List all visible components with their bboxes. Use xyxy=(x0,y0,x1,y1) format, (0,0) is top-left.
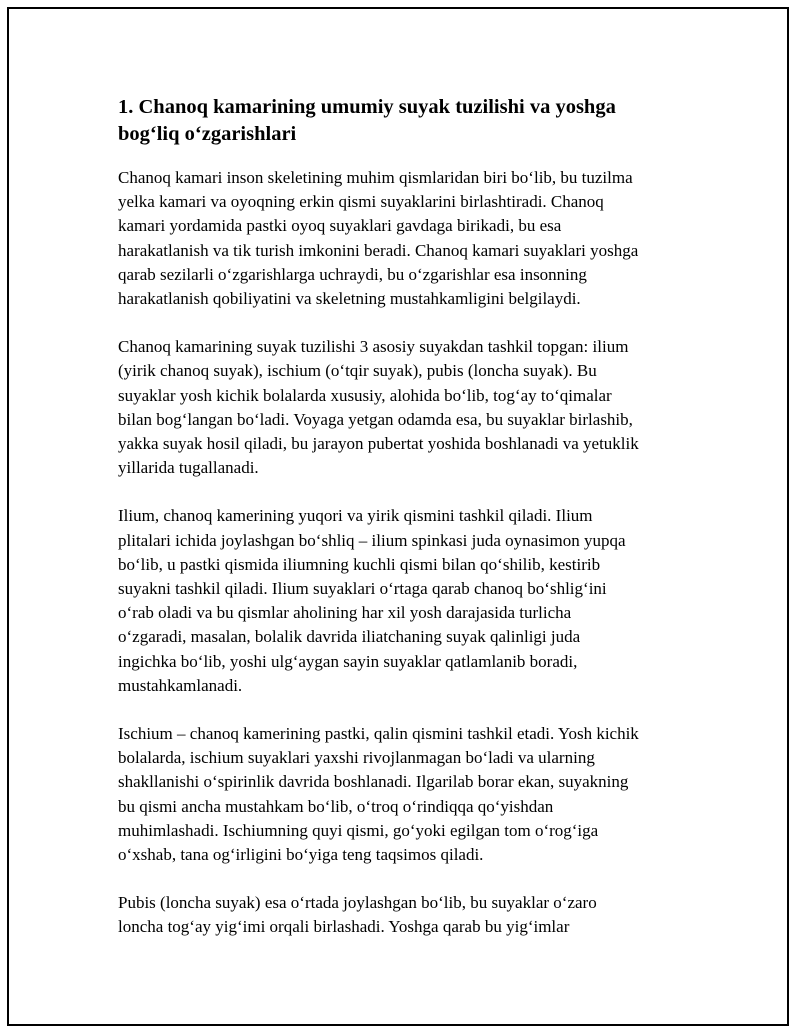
paragraph-intro: Chanoq kamari inson skeletining muhim qismlaridan biri bo‘lib, bu tuzilma yelka kamari va oyoqning erkin qismi suyaklarini birlashtiradi. Chanoq kamari yordamida pastki oyoq suyaklari gavdaga birikadi, bu esa harakatlanish va tik turish imkonini beradi. Chanoq kamari suyaklari yoshga qarab sezilarli o‘zgarishlarga uchraydi, bu o‘zgarishlar esa insonning harakatlanish qobiliyatini va skeletning mustahkamligini belgilaydi. xyxy=(118,168,639,309)
document-body xyxy=(118,94,690,964)
paragraph-bone-structure: Chanoq kamarining suyak tuzilishi 3 asosiy suyakdan tashkil topgan: ilium (yirik chanoq suyak), ischium (o‘tqir suyak), pubis (loncha suyak). Bu suyaklar yosh kichik bolalarda xususiy, alohida bo‘lib, tog‘ay to‘qimalar bilan bog‘langan bo‘ladi. Voyaga yetgan odamda esa, bu suyaklar birlashib, yakka suyak hosil qiladi, bu jarayon pubertat yoshida boshlanadi va yetuklik yillarida tugallanadi. xyxy=(118,337,639,478)
paragraph-ilium: Ilium, chanoq kamerining yuqori va yirik qismini tashkil qiladi. Ilium plitalari ichida joylashgan bo‘shliq – ilium spinkasi juda oynasimon yupqa bo‘lib, u pastki qismida iliumning kuchli qismi bilan qo‘shilib, kestirib suyakni tashkil qiladi. Ilium suyaklari o‘rtaga qarab chanoq bo‘shlig‘ini o‘rab oladi va bu qismlar aholining har xil yosh darajasida turlicha o‘zgaradi, masalan, bolalik davrida iliatchaning suyak qalinligi juda ingichka bo‘lib, yoshi ulg‘aygan sayin suyaklar qatlamlanib boradi, mustahkamlanadi. xyxy=(118,506,626,695)
paragraph-pubis: Pubis (loncha suyak) esa o‘rtada joylashgan bo‘lib, bu suyaklar o‘zaro loncha tog‘ay yig‘imi orqali birlashadi. Yoshga qarab bu yig‘imlar xyxy=(118,893,597,937)
section-heading: 1. Chanoq kamarining umumiy suyak tuzilishi va yoshga bog‘liq o‘zgarishlari xyxy=(118,96,616,145)
paragraph-ischium: Ischium – chanoq kamerining pastki, qalin qismini tashkil etadi. Yosh kichik bolalarda, ischium suyaklari yaxshi rivojlanmagan bo‘ladi va ularning shakllanishi o‘spirinlik davrida boshlanadi. Ilgarilab borar ekan, suyakning bu qismi ancha mustahkam bo‘lib, o‘troq o‘rindiqqa qo‘yishdan muhimlashadi. Ischiumning quyi qismi, go‘yoki egilgan tom o‘rog‘iga o‘xshab, tana og‘irligini bo‘yiga teng taqsimos qiladi. xyxy=(118,724,639,865)
